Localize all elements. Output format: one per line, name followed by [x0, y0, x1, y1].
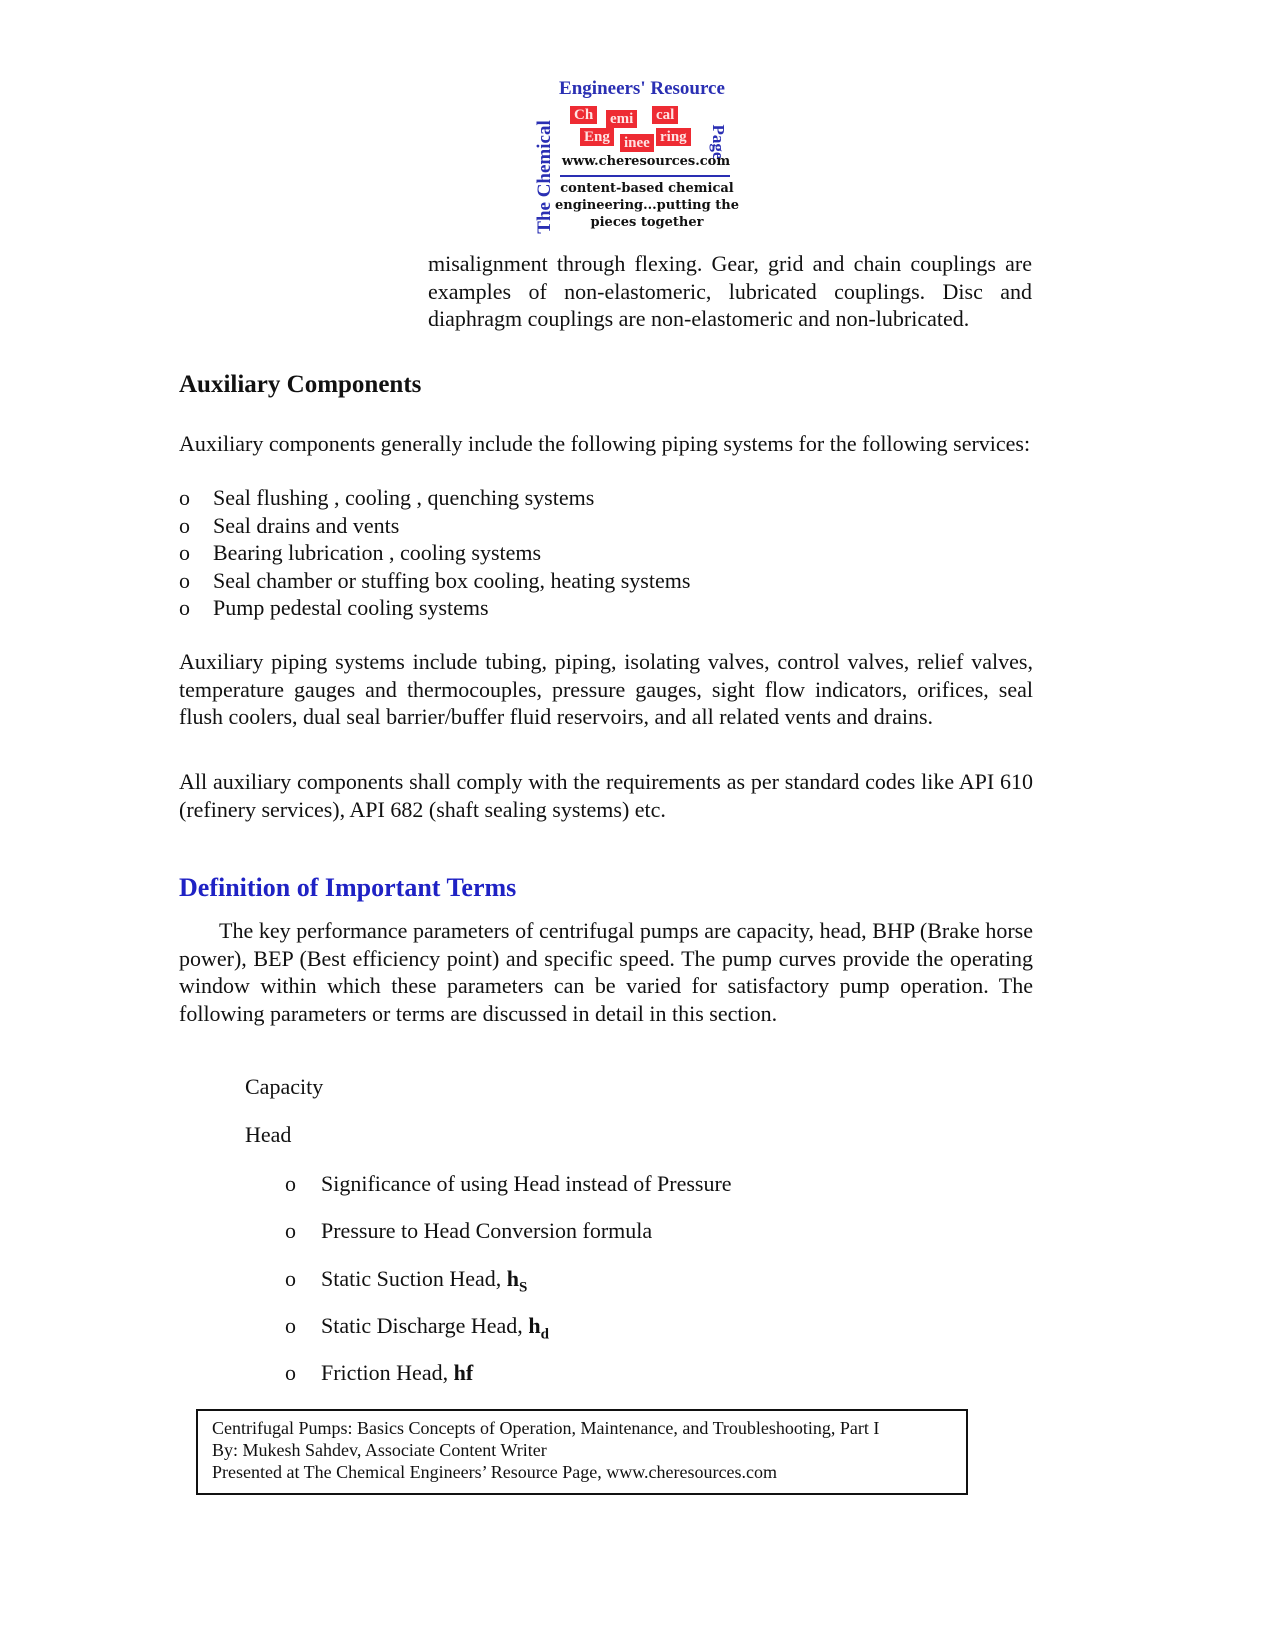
logo-red-block: emi	[606, 110, 637, 128]
logo-side-right-text: Page	[709, 124, 728, 160]
bullet-marker: o	[285, 1266, 296, 1291]
list-item-text: Bearing lubrication , cooling systems	[213, 540, 542, 565]
list-item	[179, 567, 690, 594]
list-item-text: Pump pedestal cooling systems	[213, 595, 489, 620]
bullet-marker: o	[179, 485, 190, 510]
list-item	[179, 484, 594, 511]
sub-term-text: Friction Head,	[321, 1360, 454, 1385]
sub-term-item	[285, 1359, 473, 1386]
term-capacity: Capacity	[245, 1074, 324, 1099]
list-item	[179, 512, 399, 539]
sub-term-text: Pressure to Head Conversion formula	[321, 1218, 653, 1243]
definitions-heading: Definition of Important Terms	[179, 873, 517, 902]
bullet-marker: o	[179, 540, 190, 565]
aux-heading: Auxiliary Components	[179, 371, 422, 398]
definitions-paragraph: The key performance parameters of centrifugal pumps are capacity, head, BHP (Brake horse power), BEP (Best efficiency point) and specific speed. The pump curves provide the operating window within which these parameters can be varied for satisfactory pump operation. The following parameters or terms are discussed in detail in this section.	[179, 918, 1033, 1026]
logo-divider	[560, 175, 730, 177]
bullet-marker: o	[179, 513, 190, 538]
symbol: h	[506, 1266, 519, 1291]
bullet-marker: o	[285, 1218, 296, 1243]
footer-line: Centrifugal Pumps: Basics Concepts of Operation, Maintenance, and Troubleshooting, Part I	[212, 1418, 880, 1438]
term-head: Head	[245, 1122, 292, 1147]
sub-term-item	[285, 1312, 549, 1348]
logo-url: www.cheresources.com	[561, 154, 731, 169]
sub-term-item	[285, 1170, 732, 1197]
footer-line: By: Mukesh Sahdev, Associate Content Writer	[212, 1440, 547, 1460]
intro-paragraph: misalignment through flexing. Gear, grid and chain couplings are examples of non-elastomeric, lubricated couplings. Disc and diaphragm couplings are non-elastomeric and non-lubricated.	[428, 251, 1032, 331]
logo-red-block: inee	[620, 134, 654, 152]
bullet-marker: o	[179, 568, 190, 593]
list-item-text: Seal drains and vents	[213, 513, 400, 538]
logo-side-text: The Chemical	[534, 120, 555, 234]
logo-red-block: cal	[652, 106, 678, 124]
logo-red-block: ring	[656, 128, 691, 146]
site-logo	[532, 74, 752, 244]
logo-red-block: Eng	[580, 128, 614, 146]
bullet-marker: o	[285, 1313, 296, 1338]
aux-standards-paragraph: All auxiliary components shall comply with the requirements as per standard codes like API 610 (refinery services), API 682 (shaft sealing systems) etc.	[179, 769, 1033, 822]
sub-term-text: Significance of using Head instead of Pressure	[321, 1171, 732, 1196]
list-item-text: Seal chamber or stuffing box cooling, heating systems	[213, 568, 691, 593]
symbol: h	[528, 1313, 541, 1338]
bullet-marker: o	[285, 1171, 296, 1196]
logo-red-blocks	[570, 104, 690, 156]
sub-term-item	[285, 1217, 652, 1244]
list-item	[179, 594, 489, 621]
aux-intro: Auxiliary components generally include the following piping systems for the following services:	[179, 431, 1031, 456]
sub-term-item	[285, 1265, 527, 1301]
list-item-text: Seal flushing , cooling , quenching systems	[213, 485, 595, 510]
footer-line: Presented at The Chemical Engineers’ Resource Page, www.cheresources.com	[212, 1462, 777, 1482]
symbol-subscript: S	[519, 1279, 528, 1296]
logo-top-text: Engineers' Resource	[559, 78, 725, 99]
logo-tagline: content-based chemical engineering...putting the pieces together	[555, 181, 739, 230]
sub-term-text: Static Discharge Head,	[321, 1313, 529, 1338]
symbol: hf	[453, 1360, 474, 1385]
sub-term-text: Static Suction Head,	[321, 1266, 507, 1291]
bullet-marker: o	[285, 1360, 296, 1385]
symbol-subscript: d	[540, 1326, 549, 1343]
list-item	[179, 539, 541, 566]
logo-red-block: Ch	[570, 106, 597, 124]
bullet-marker: o	[179, 595, 190, 620]
aux-piping-paragraph: Auxiliary piping systems include tubing, piping, isolating valves, control valves, relief valves, temperature gauges and thermocouples, pressure gauges, sight flow indicators, orifices, seal flush coolers, dual seal barrier/buffer fluid reservoirs, and all related vents and drains.	[179, 649, 1033, 729]
footer-box	[196, 1409, 968, 1495]
